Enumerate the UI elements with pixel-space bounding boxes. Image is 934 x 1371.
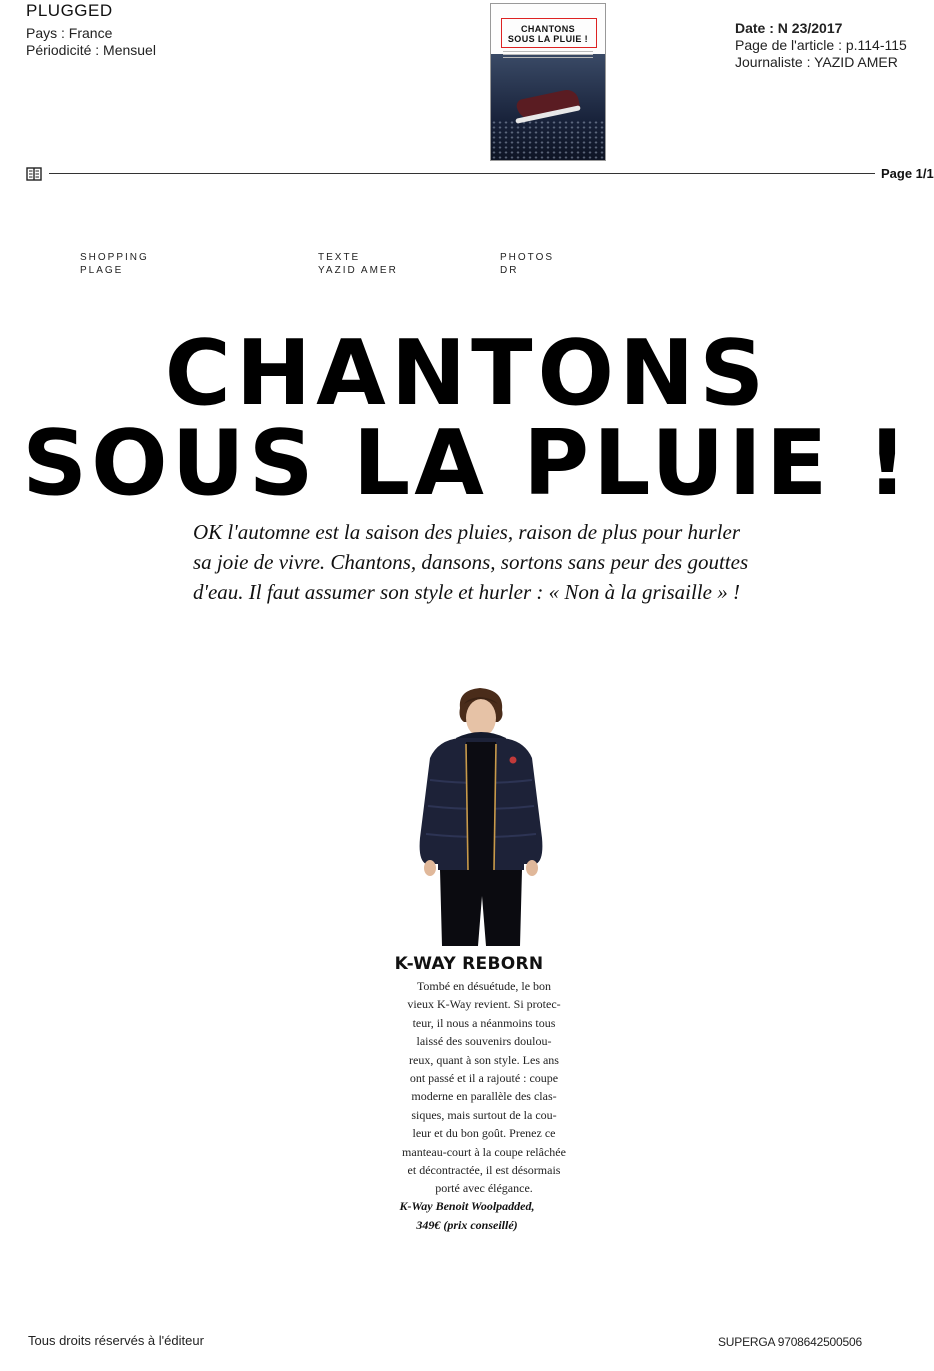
description-line: manteau-court à la coupe relâchée bbox=[402, 1144, 566, 1159]
product-title: K-WAY REBORN bbox=[394, 954, 544, 974]
document-code: SUPERGA 9708642500506 bbox=[718, 1335, 862, 1349]
cover-title-line1: CHANTONS bbox=[520, 24, 576, 34]
description-line: vieux K-Way revient. Si protec- bbox=[407, 997, 561, 1012]
cover-text-lines bbox=[503, 51, 593, 59]
standfirst-line: d'eau. Il faut assumer son style et hurler : « Non à la grisaille » ! bbox=[193, 580, 740, 604]
journalist: Journaliste : YAZID AMER bbox=[735, 54, 898, 70]
credit-label: TEXTE bbox=[318, 252, 361, 263]
description-line: siques, mais surtout de la cou- bbox=[411, 1107, 557, 1122]
description-line: porté avec élégance. bbox=[435, 1181, 533, 1196]
cover-title-line2: SOUS LA PLUIE ! bbox=[507, 34, 589, 44]
rights-notice: Tous droits réservés à l'éditeur bbox=[28, 1333, 204, 1348]
product-price: 349€ (prix conseillé) bbox=[416, 1218, 518, 1232]
frequency: Périodicité : Mensuel bbox=[26, 42, 156, 58]
standfirst-line: sa joie de vivre. Chantons, dansons, sortons sans peur des gouttes bbox=[193, 550, 749, 574]
description-line: ont passé et il a rajouté : coupe bbox=[409, 1071, 559, 1086]
country: Pays : France bbox=[26, 25, 113, 41]
page-number: Page 1/1 bbox=[881, 166, 934, 181]
product-name: K-Way Benoit Woolpadded, bbox=[399, 1199, 535, 1213]
credit-value: PLAGE bbox=[80, 265, 124, 276]
credit-value: DR bbox=[500, 265, 519, 276]
magazine-cover-thumbnail bbox=[490, 3, 606, 161]
credit-text bbox=[318, 251, 398, 277]
issue-date: Date : N 23/2017 bbox=[735, 20, 843, 36]
credit-shopping bbox=[80, 251, 149, 277]
credit-photos bbox=[500, 251, 554, 277]
article-pages: Page de l'article : p.114-115 bbox=[735, 37, 907, 53]
publication-name: PLUGGED bbox=[26, 1, 113, 20]
description-line: laissé des souvenirs doulou- bbox=[416, 1034, 552, 1049]
description-line: leur et du bon goût. Prenez ce bbox=[412, 1126, 556, 1141]
header-divider bbox=[49, 173, 875, 174]
description-line: moderne en parallèle des clas- bbox=[411, 1089, 557, 1104]
standfirst-line: OK l'automne est la saison des pluies, raison de plus pour hurler bbox=[193, 520, 740, 544]
credit-label: SHOPPING bbox=[80, 252, 149, 263]
standfirst bbox=[193, 517, 783, 607]
cover-rain-texture bbox=[491, 120, 605, 160]
description-line: reux, quant à son style. Les ans bbox=[409, 1052, 559, 1067]
description-line: et décontractée, il est désormais bbox=[407, 1163, 561, 1178]
description-line: Tombé en désuétude, le bon bbox=[416, 979, 552, 993]
credit-label: PHOTOS bbox=[500, 252, 555, 263]
description-line: teur, il nous a néanmoins tous bbox=[412, 1015, 556, 1030]
headline-line2: SOUS LA PLUIE ! bbox=[22, 411, 912, 516]
book-icon bbox=[26, 167, 42, 181]
product-description bbox=[391, 977, 577, 1198]
credit-value: YAZID AMER bbox=[318, 265, 398, 276]
model-jacket-photo bbox=[400, 688, 560, 946]
headline-line1: CHANTONS bbox=[164, 321, 770, 426]
